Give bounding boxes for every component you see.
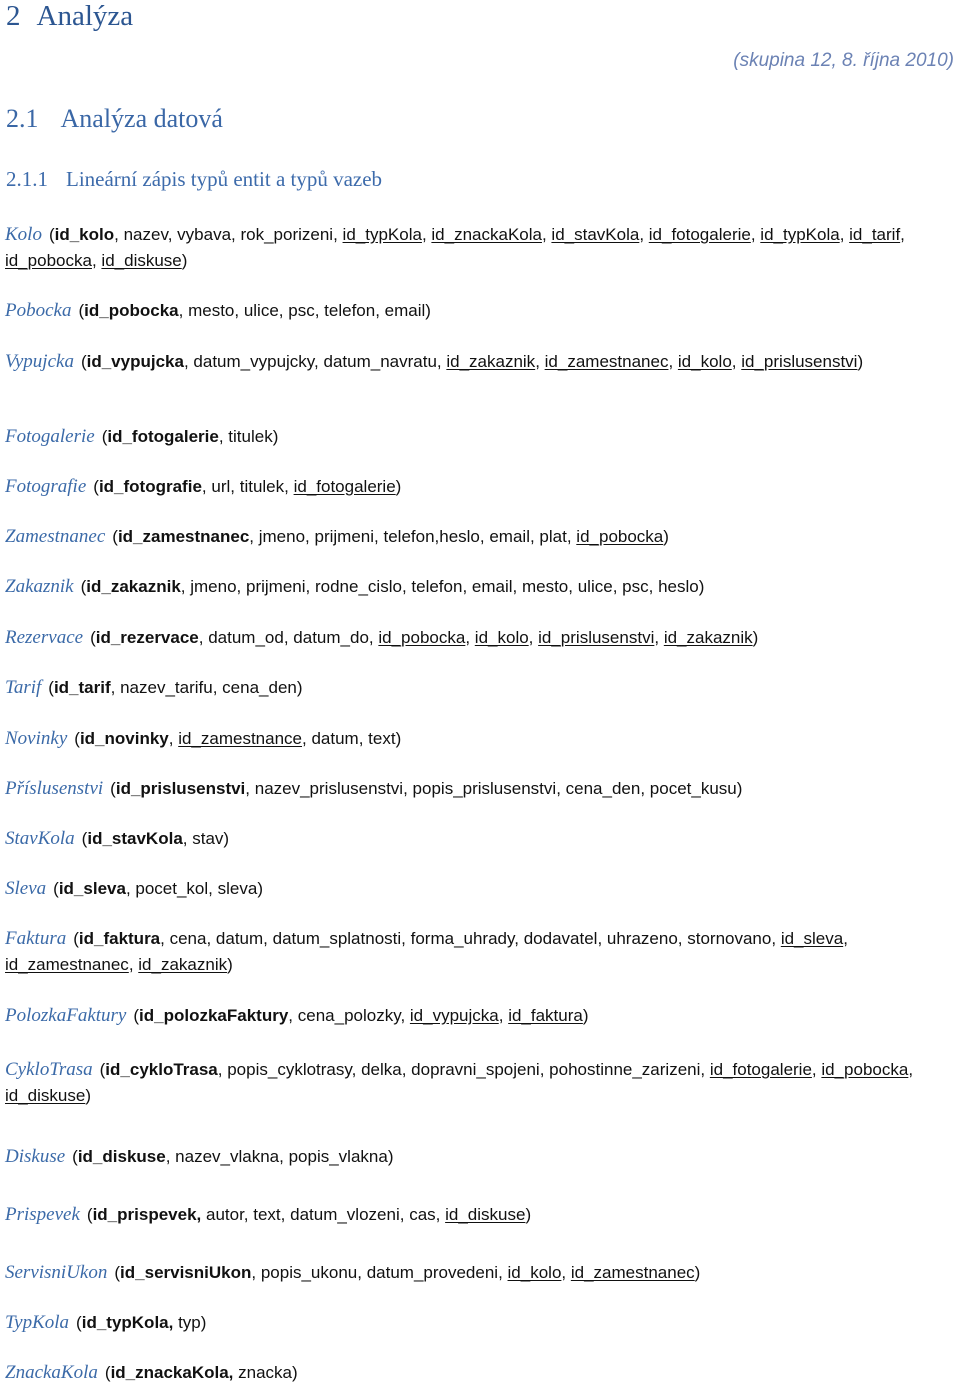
foreign-key: id_zakaznik	[138, 955, 228, 974]
foreign-key: id_prislusenstvi	[741, 352, 858, 371]
foreign-key: id_vypujcka	[409, 1006, 499, 1025]
entity-příslusenstvi: Příslusenstvi (id_prislusenstvi, nazev_prislusenstvi, popis_prislusenstvi, cena_den, pocet_kusu)	[5, 778, 743, 799]
entity-faktura: Faktura (id_faktura, cena, datum, datum_splatnosti, forma_uhrady, dodavatel, uhrazeno, stornovano, id_sleva, id_zamestnanec, id_zakaznik)	[5, 928, 848, 974]
foreign-key: id_znackaKola	[431, 225, 542, 244]
entity-name: CykloTrasa	[5, 1059, 93, 1080]
attribute: datum_navratu	[323, 352, 437, 371]
primary-key: id_cykloTrasa	[105, 1060, 218, 1079]
attribute: titulek	[239, 477, 285, 496]
entity-fotografie: Fotografie (id_fotografie, url, titulek, id_fotogalerie)	[5, 476, 402, 497]
entity-tarif: Tarif (id_tarif, nazev_tarifu, cena_den)	[5, 677, 303, 698]
entity-name: Tarif	[5, 677, 42, 698]
primary-key: id_fotografie	[98, 477, 202, 496]
attribute: titulek	[228, 427, 273, 446]
foreign-key: id_diskuse	[5, 1086, 86, 1105]
subsection-title: Lineární zápis typů entit a typů vazeb	[66, 167, 383, 191]
section-heading	[6, 104, 223, 134]
attribute: jmeno	[258, 527, 306, 546]
attribute: cena_den	[222, 678, 297, 697]
entity-name: Rezervace	[5, 627, 84, 648]
entity-name: Novinky	[5, 728, 68, 749]
entity-typkola: TypKola (id_typKola, typ)	[5, 1312, 207, 1333]
foreign-key: id_diskuse	[101, 251, 182, 270]
entity-pobocka: Pobocka (id_pobocka, mesto, ulice, psc, telefon, email)	[5, 300, 431, 321]
entity-name: Prispevek	[5, 1204, 80, 1225]
primary-key: id_kolo	[54, 225, 115, 244]
foreign-key: id_typKola	[760, 225, 840, 244]
attribute: text	[253, 1205, 281, 1224]
foreign-key: id_fotogalerie	[709, 1060, 812, 1079]
primary-key: id_stavKola	[87, 829, 183, 848]
entity-kolo: Kolo (id_kolo, nazev, vybava, rok_porizeni, id_typKola, id_znackaKola, id_stavKola, id_fotogalerie, id_typKola, id_tarif, id_pobocka, id_diskuse)	[5, 224, 905, 270]
entity-name: PolozkaFaktury	[5, 1005, 127, 1026]
entity-cyklotrasa: CykloTrasa (id_cykloTrasa, popis_cyklotrasy, delka, dopravni_spojeni, pohostinne_zarizeni, id_fotogalerie, id_pobocka, id_diskuse)	[5, 1059, 914, 1105]
attribute: email	[384, 301, 426, 320]
entity-name: Zamestnanec	[5, 526, 106, 547]
primary-key: id_sleva	[58, 879, 126, 898]
foreign-key: id_pobocka	[378, 628, 466, 647]
foreign-key: id_zamestnanec	[570, 1263, 695, 1282]
attribute: datum_od	[208, 628, 284, 647]
attribute: text	[368, 729, 396, 748]
entity-name: Kolo	[5, 224, 42, 245]
attribute: cena	[169, 929, 207, 948]
attribute: datum	[311, 729, 359, 748]
entity-sleva: Sleva (id_sleva, pocet_kol, sleva)	[5, 878, 263, 899]
attribute: popis_ukonu	[260, 1263, 358, 1282]
primary-key: id_znackaKola,	[110, 1363, 234, 1382]
foreign-key: id_kolo	[507, 1263, 562, 1282]
entity-stavkola: StavKola (id_stavKola, stav)	[5, 828, 230, 849]
attribute: datum_provedeni	[366, 1263, 499, 1282]
entity-zakaznik: Zakaznik (id_zakaznik, jmeno, prijmeni, rodne_cislo, telefon, email, mesto, ulice, psc, heslo)	[5, 576, 705, 597]
entity-name: Pobocka	[5, 300, 72, 321]
entity-servisniukon: ServisniUkon (id_servisniUkon, popis_ukonu, datum_provedeni, id_kolo, id_zamestnanec)	[5, 1262, 701, 1283]
chapter-number: 2	[6, 0, 21, 32]
attribute: datum_do	[293, 628, 369, 647]
entity-prispevek: Prispevek (id_prispevek, autor, text, datum_vlozeni, cas, id_diskuse)	[5, 1204, 532, 1225]
entity-name: Fotografie	[5, 476, 87, 497]
foreign-key: id_zakaznik	[446, 352, 536, 371]
foreign-key: id_pobocka	[821, 1060, 909, 1079]
foreign-key: id_sleva	[780, 929, 844, 948]
foreign-key: id_diskuse	[445, 1205, 526, 1224]
attribute: telefon,heslo	[383, 527, 480, 546]
entity-diskuse: Diskuse (id_diskuse, nazev_vlakna, popis_vlakna)	[5, 1146, 394, 1167]
foreign-key: id_kolo	[677, 352, 732, 371]
section-number: 2.1	[6, 104, 39, 133]
attribute: nazev	[123, 225, 168, 244]
chapter-heading	[6, 0, 133, 32]
attribute: rodne_cislo	[314, 577, 402, 596]
primary-key: id_rezervace	[95, 628, 199, 647]
attribute: delka	[361, 1060, 402, 1079]
primary-key: id_diskuse	[77, 1147, 166, 1166]
entity-novinky: Novinky (id_novinky, id_zamestnance, datum, text)	[5, 728, 402, 749]
attribute: dodavatel	[523, 929, 598, 948]
entity-polozkafaktury: PolozkaFaktury (id_polozkaFaktury, cena_polozky, id_vypujcka, id_faktura)	[5, 1005, 589, 1026]
attribute: vybava	[177, 225, 232, 244]
entity-name: Vypujcka	[5, 351, 74, 372]
attribute: datum_splatnosti	[272, 929, 402, 948]
foreign-key: id_tarif	[849, 225, 901, 244]
primary-key: id_fotogalerie	[107, 427, 219, 446]
foreign-key: id_faktura	[508, 1006, 583, 1025]
foreign-key: id_pobocka	[5, 251, 92, 270]
attribute: typ	[178, 1313, 201, 1332]
entity-zamestnanec: Zamestnanec (id_zamestnanec, jmeno, prijmeni, telefon,heslo, email, plat, id_pobocka)	[5, 526, 669, 547]
section-title: Analýza datová	[60, 104, 223, 133]
entity-name: Fotogalerie	[5, 426, 95, 447]
attribute: plat	[539, 527, 567, 546]
entity-name: Zakaznik	[5, 576, 74, 597]
entity-name: ServisniUkon	[5, 1262, 108, 1283]
attribute: popis_prislusenstvi	[412, 779, 557, 798]
foreign-key: id_pobocka	[576, 527, 664, 546]
attribute: datum_vlozeni	[290, 1205, 400, 1224]
attribute: znacka	[238, 1363, 292, 1382]
primary-key: id_faktura	[78, 929, 161, 948]
attribute: cena_den	[565, 779, 641, 798]
attribute: email	[471, 577, 513, 596]
attribute: sleva	[217, 879, 258, 898]
entity-rezervace: Rezervace (id_rezervace, datum_od, datum_do, id_pobocka, id_kolo, id_prislusenstvi, id_zakaznik)	[5, 627, 759, 648]
attribute: prijmeni	[314, 527, 375, 546]
entity-name: Faktura	[5, 928, 67, 949]
entity-name: Sleva	[5, 878, 47, 899]
attribute: telefon	[411, 577, 463, 596]
foreign-key: id_typKola	[342, 225, 422, 244]
attribute: nazev_tarifu	[120, 678, 213, 697]
attribute: mesto	[188, 301, 235, 320]
attribute: heslo	[658, 577, 699, 596]
entity-znackakola: ZnackaKola (id_znackaKola, znacka)	[5, 1362, 298, 1383]
attribute: email	[489, 527, 530, 546]
primary-key: id_prispevek,	[92, 1205, 202, 1224]
attribute: stav	[192, 829, 224, 848]
foreign-key: id_fotogalerie	[648, 225, 751, 244]
attribute: pocet_kol	[135, 879, 209, 898]
entity-name: Příslusenstvi	[5, 778, 104, 799]
attribute: psc	[622, 577, 649, 596]
attribute: pohostinne_zarizeni	[549, 1060, 701, 1079]
attribute: uhrazeno	[606, 929, 678, 948]
attribute: autor	[205, 1205, 244, 1224]
primary-key: id_servisniUkon	[120, 1263, 252, 1282]
entity-name: StavKola	[5, 828, 75, 849]
primary-key: id_tarif	[53, 678, 111, 697]
attribute: ulice	[243, 301, 279, 320]
attribute: pocet_kusu	[649, 779, 737, 798]
primary-key: id_polozkaFaktury	[139, 1006, 289, 1025]
attribute: prijmeni	[246, 577, 306, 596]
attribute: stornovano	[687, 929, 772, 948]
attribute: psc	[288, 301, 315, 320]
foreign-key: id_prislusenstvi	[538, 628, 655, 647]
primary-key: id_pobocka	[84, 301, 179, 320]
attribute: popis_vlakna	[288, 1147, 388, 1166]
attribute: nazev_vlakna	[175, 1147, 280, 1166]
entity-name: ZnackaKola	[5, 1362, 98, 1383]
attribute: jmeno	[190, 577, 237, 596]
attribute: datum	[215, 929, 264, 948]
primary-key: id_typKola,	[81, 1313, 174, 1332]
primary-key: id_prislusenstvi	[115, 779, 246, 798]
chapter-title: Analýza	[36, 0, 134, 32]
attribute: ulice	[577, 577, 613, 596]
attribute: nazev_prislusenstvi	[254, 779, 404, 798]
foreign-key: id_fotogalerie	[293, 477, 396, 496]
attribute: datum_vypujcky	[193, 352, 315, 371]
attribute: mesto	[521, 577, 569, 596]
subsection-heading	[6, 166, 382, 192]
entity-fotogalerie: Fotogalerie (id_fotogalerie, titulek)	[5, 426, 279, 447]
attribute: rok_porizeni	[240, 225, 334, 244]
foreign-key: id_zamestnanec	[5, 955, 129, 974]
entity-name: Diskuse	[5, 1146, 66, 1167]
attribute: dopravni_spojeni	[411, 1060, 540, 1079]
foreign-key: id_zamestnanec	[544, 352, 669, 371]
attribute: url	[211, 477, 231, 496]
primary-key: id_novinky	[79, 729, 169, 748]
attribute: telefon	[324, 301, 376, 320]
group-note: (skupina 12, 8. října 2010)	[733, 50, 954, 71]
entity-name: TypKola	[5, 1312, 70, 1333]
foreign-key: id_zamestnance	[178, 729, 303, 748]
attribute: popis_cyklotrasy	[227, 1060, 352, 1079]
foreign-key: id_stavKola	[551, 225, 640, 244]
attribute: cena_polozky	[297, 1006, 401, 1025]
primary-key: id_zakaznik	[86, 577, 181, 596]
primary-key: id_zamestnanec	[117, 527, 250, 546]
foreign-key: id_kolo	[474, 628, 529, 647]
foreign-key: id_zakaznik	[663, 628, 753, 647]
entity-vypujcka: Vypujcka (id_vypujcka, datum_vypujcky, datum_navratu, id_zakaznik, id_zamestnanec, id_kolo, id_prislusenstvi)	[5, 351, 864, 372]
subsection-number: 2.1.1	[6, 167, 48, 191]
attribute: cas	[409, 1205, 436, 1224]
attribute: forma_uhrady	[410, 929, 515, 948]
primary-key: id_vypujcka	[86, 352, 184, 371]
